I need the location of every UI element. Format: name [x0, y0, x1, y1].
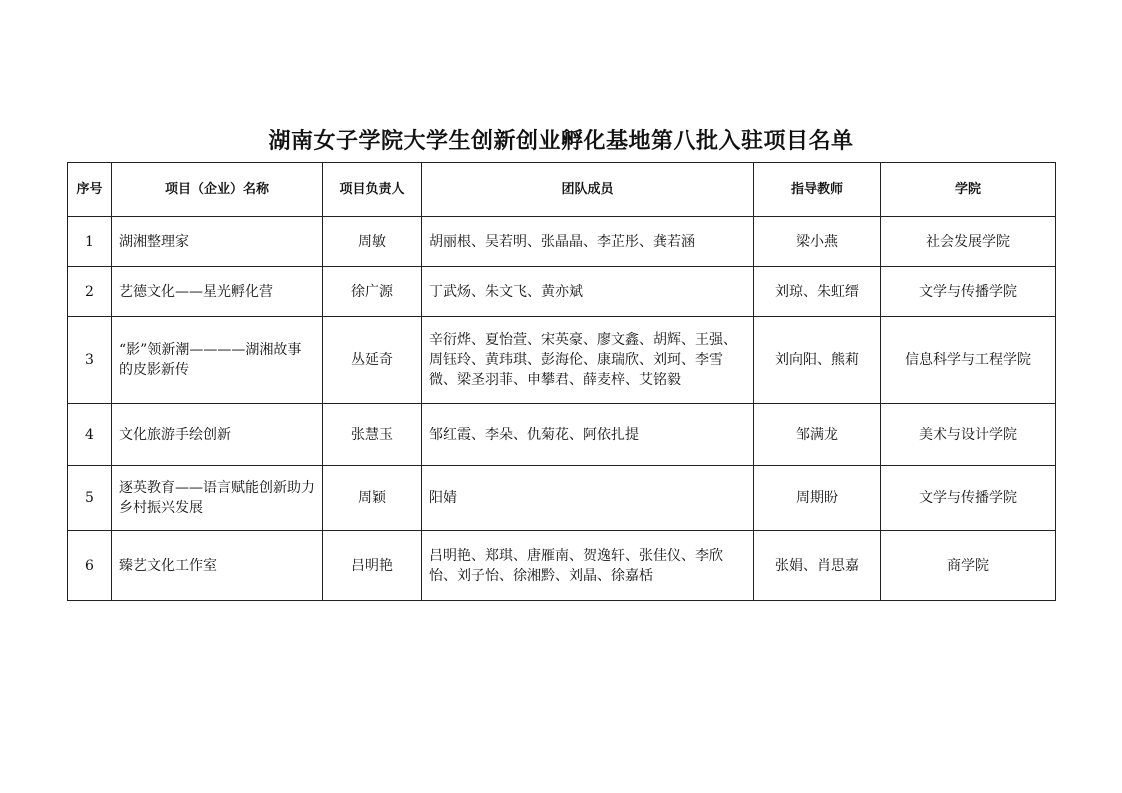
cell-index: 2 [68, 267, 112, 317]
cell-college: 商学院 [881, 531, 1056, 601]
cell-advisor: 周期盼 [754, 466, 881, 531]
table-row [68, 267, 1056, 317]
cell-index: 6 [68, 531, 112, 601]
cell-team: 阳婧 [422, 466, 754, 531]
cell-project: 艺德文化——星光孵化营 [112, 267, 323, 317]
table-row [68, 466, 1056, 531]
table-row [68, 531, 1056, 601]
header-leader: 项目负责人 [323, 163, 422, 217]
cell-advisor: 梁小燕 [754, 217, 881, 267]
cell-advisor: 张娟、肖思嘉 [754, 531, 881, 601]
cell-college: 信息科学与工程学院 [881, 317, 1056, 404]
cell-team: 胡丽根、吴若明、张晶晶、李芷彤、龚若涵 [422, 217, 754, 267]
cell-team: 丁武炀、朱文飞、黄亦斌 [422, 267, 754, 317]
cell-project: 臻艺文化工作室 [112, 531, 323, 601]
cell-team: 吕明艳、郑琪、唐雁南、贺逸轩、张佳仪、李欣怡、刘子怡、徐湘黔、刘晶、徐嘉栝 [422, 531, 754, 601]
cell-advisor: 刘琼、朱虹缙 [754, 267, 881, 317]
cell-advisor: 刘向阳、熊莉 [754, 317, 881, 404]
cell-index: 3 [68, 317, 112, 404]
header-team: 团队成员 [422, 163, 754, 217]
table-row [68, 404, 1056, 466]
cell-leader: 周敏 [323, 217, 422, 267]
project-roster-table [67, 162, 1056, 601]
document-title: 湖南女子学院大学生创新创业孵化基地第八批入驻项目名单 [268, 129, 854, 154]
header-college: 学院 [881, 163, 1056, 217]
cell-leader: 吕明艳 [323, 531, 422, 601]
cell-index: 5 [68, 466, 112, 531]
cell-index: 4 [68, 404, 112, 466]
cell-team: 辛衍烨、夏怡萱、宋英豪、廖文鑫、胡辉、王强、周钰玲、黄玮琪、彭海伦、康瑞欣、刘珂、李雪微、梁圣羽菲、申攀君、薛麦梓、艾铭毅 [422, 317, 754, 404]
table-row [68, 317, 1056, 404]
cell-leader: 丛延奇 [323, 317, 422, 404]
header-project: 项目（企业）名称 [112, 163, 323, 217]
header-advisor: 指导教师 [754, 163, 881, 217]
cell-college: 社会发展学院 [881, 217, 1056, 267]
cell-leader: 周颖 [323, 466, 422, 531]
cell-project: 文化旅游手绘创新 [112, 404, 323, 466]
cell-project: 湖湘整理家 [112, 217, 323, 267]
cell-leader: 徐广源 [323, 267, 422, 317]
cell-college: 文学与传播学院 [881, 267, 1056, 317]
cell-index: 1 [68, 217, 112, 267]
cell-college: 文学与传播学院 [881, 466, 1056, 531]
cell-team: 邹红霞、李朵、仇菊花、阿依扎提 [422, 404, 754, 466]
cell-leader: 张慧玉 [323, 404, 422, 466]
cell-project: “影”领新潮————湖湘故事的皮影新传 [112, 317, 323, 404]
cell-advisor: 邹满龙 [754, 404, 881, 466]
table-row [68, 217, 1056, 267]
header-index: 序号 [68, 163, 112, 217]
cell-project: 逐英教育——语言赋能创新助力乡村振兴发展 [112, 466, 323, 531]
cell-college: 美术与设计学院 [881, 404, 1056, 466]
table-header-row [68, 163, 1056, 217]
